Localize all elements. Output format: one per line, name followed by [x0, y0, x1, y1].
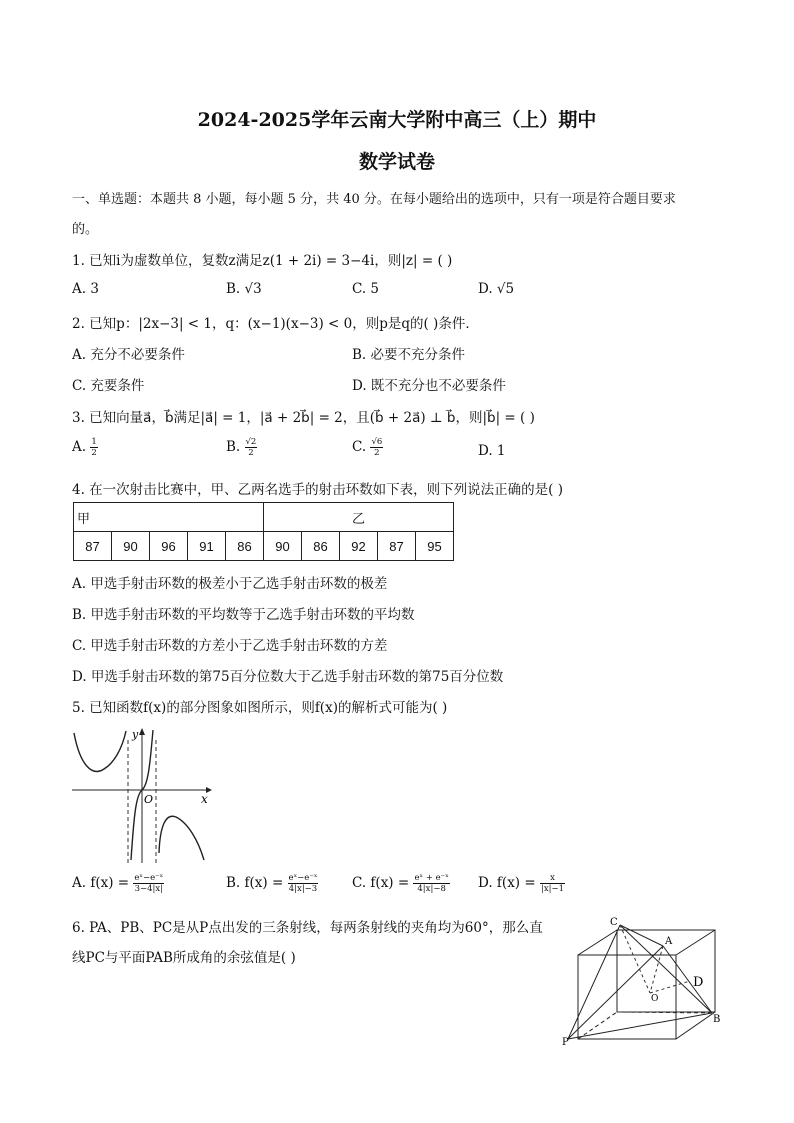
q1-option-c: C. 5 — [352, 281, 380, 297]
q4-option-a: A. 甲选手射击环数的极差小于乙选手射击环数的极差 — [72, 576, 388, 592]
fraction: $\frac{\text{eˣ + e⁻ˣ}}{4|x|-8}$ — [414, 873, 449, 894]
table-cell: 91 — [188, 532, 226, 561]
q1-option-b: B. √3 — [226, 281, 262, 297]
table-cell: 96 — [150, 532, 188, 561]
table-header-b: 乙 — [264, 503, 454, 532]
fraction: $\frac{√2}{2}$ — [245, 437, 257, 458]
q3-option-b: B. $\frac{√2}{2}$ — [226, 437, 257, 458]
q1-option-a: A. 3 — [72, 281, 99, 297]
fraction: $\frac{\text{eˣ−e⁻ˣ}}{4|x|-3}$ — [288, 873, 318, 894]
q3-option-a: A. $\frac{1}{2}$ — [72, 437, 97, 458]
table-cell: 92 — [340, 532, 378, 561]
q3-option-c: C. $\frac{√6}{2}$ — [352, 437, 383, 458]
function-graph — [70, 725, 215, 865]
point-b-label: B — [713, 1014, 721, 1025]
q5-option-a: A. f(x) = $\frac{\text{eˣ−e⁻ˣ}}{3-4|x|}$ — [72, 873, 164, 894]
fraction: $\frac{\text{eˣ−e⁻ˣ}}{3-4|x|}$ — [134, 873, 164, 894]
q5-option-d: D. f(x) = $\frac{x}{|x|-1}$ — [478, 873, 565, 894]
q3-stem: 3. 已知向量a⃗，b⃗满足|a⃗| = 1，|a⃗ + 2b⃗| = 2，且(b⃗ + 2a⃗) ⊥ b⃗，则|b⃗| = ( ) — [72, 410, 535, 426]
table-cell: 90 — [112, 532, 150, 561]
table-cell: 95 — [416, 532, 454, 561]
q6-stem: 6. PA、PB、PC是从P点出发的三条射线，每两条射线的夹角均为60°，那么直 — [72, 920, 543, 936]
table-cell: 87 — [74, 532, 112, 561]
table-cell: 87 — [378, 532, 416, 561]
table-cell: 86 — [302, 532, 340, 561]
q2-option-a: A. 充分不必要条件 — [72, 347, 185, 363]
origin-label: O — [144, 793, 154, 806]
point-d-label: D — [693, 975, 704, 990]
q4-option-d: D. 甲选手射击环数的第75百分位数大于乙选手射击环数的第75百分位数 — [72, 669, 504, 685]
page-subtitle: 数学试卷 — [358, 151, 435, 173]
table-cell: 90 — [264, 532, 302, 561]
fraction: $\frac{√6}{2}$ — [371, 437, 383, 458]
q5-option-c: C. f(x) = $\frac{\text{eˣ + e⁻ˣ}}{4|x|-8}$ — [352, 873, 449, 894]
q4-option-c: C. 甲选手射击环数的方差小于乙选手射击环数的方差 — [72, 638, 388, 654]
section-heading: 一、单选题：本题共 8 小题，每小题 5 分，共 40 分。在每小题给出的选项中，只有一项是符合题目要求 — [72, 192, 676, 207]
score-table — [73, 502, 454, 561]
fraction: $\frac{1}{2}$ — [91, 437, 97, 458]
q1-stem: 1. 已知i为虚数单位，复数z满足z(1 + 2i) = 3−4i，则|z| = ( ) — [72, 253, 453, 269]
q5-option-b: B. f(x) = $\frac{\text{eˣ−e⁻ˣ}}{4|x|-3}$ — [226, 873, 318, 894]
fraction: $\frac{x}{|x|-1}$ — [540, 873, 565, 894]
point-p-label: P — [562, 1037, 569, 1048]
x-axis-label: x — [201, 792, 208, 806]
q4-stem: 4. 在一次射击比赛中，甲、乙两名选手的射击环数如下表，则下列说法正确的是( ) — [72, 482, 563, 498]
table-cell: 86 — [226, 532, 264, 561]
q1-option-d: D. √5 — [478, 281, 515, 297]
q2-option-b: B. 必要不充分条件 — [352, 347, 466, 363]
q2-option-c: C. 充要条件 — [72, 378, 145, 394]
q5-stem: 5. 已知函数f(x)的部分图象如图所示，则f(x)的解析式可能为( ) — [72, 700, 448, 716]
point-a-label: A — [665, 936, 673, 947]
q6-stem-cont: 线PC与平面PAB所成角的余弦值是( ) — [72, 950, 296, 966]
q3-option-d: D. 1 — [478, 443, 506, 459]
page-title: 2024-2025学年云南大学附中高三（上）期中 — [197, 109, 597, 131]
point-o-label: O — [651, 994, 659, 1004]
table-header-a: 甲 — [74, 503, 264, 532]
section-heading-cont: 的。 — [72, 222, 99, 237]
q4-option-b: B. 甲选手射击环数的平均数等于乙选手射击环数的平均数 — [72, 607, 415, 623]
y-axis-label: y — [132, 728, 139, 741]
cube-figure — [560, 913, 735, 1048]
point-c-label: C — [610, 917, 618, 928]
q2-option-d: D. 既不充分也不必要条件 — [352, 378, 506, 394]
q2-stem: 2. 已知p：|2x−3| < 1，q：(x−1)(x−3) < 0，则p是q的( )条件． — [72, 316, 479, 332]
